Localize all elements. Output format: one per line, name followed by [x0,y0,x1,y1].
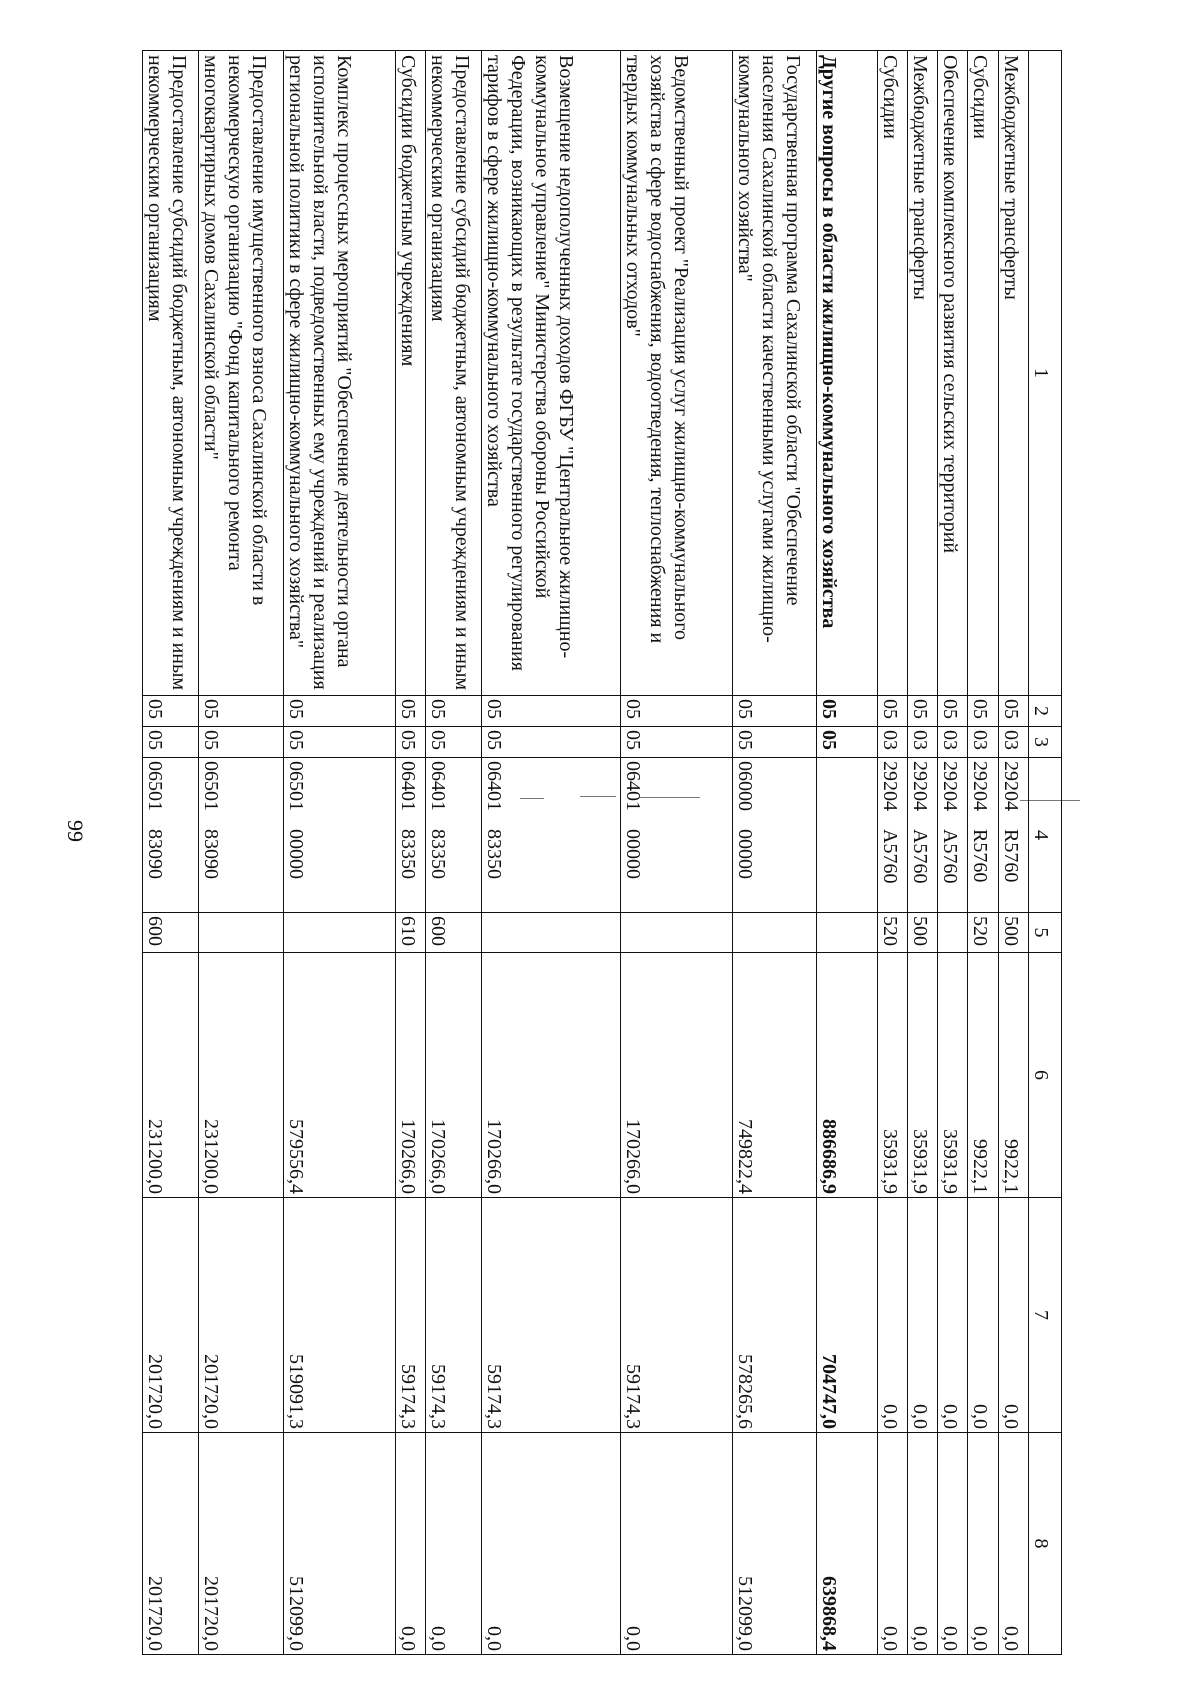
row-subsection-code: 05 [395,727,425,758]
page-number: 99 [63,820,88,842]
row-amount-col8: 0,0 [620,1433,732,1655]
table-row [283,51,395,1655]
row-amount-col7: 59174,3 [620,1198,732,1433]
row-amount-col6: 231200,0 [143,953,199,1198]
row-amount-col7: 59174,3 [482,1198,620,1433]
column-header-3: 3 [1029,727,1062,758]
row-name: Субсидии [877,51,907,696]
row-name: Межбюджетные трансферты [998,51,1028,696]
row-section-code: 05 [732,696,816,727]
row-expense-type [620,913,732,953]
row-subsection-code: 03 [877,727,907,758]
row-target-article [482,758,620,913]
row-name: Межбюджетные трансферты [908,51,938,696]
row-section-code: 05 [482,696,620,727]
row-name: Предоставление субсидий бюджетным, автономным учреждениям и иным некоммерческим организациям [143,51,199,696]
row-program-code: 29204 [878,761,901,811]
column-header-2: 2 [1029,696,1062,727]
row-program-code: 06401 [483,761,506,811]
row-amount-col8: 0,0 [998,1433,1028,1655]
row-target-article [968,758,998,913]
row-expense-type [732,913,816,953]
row-amount-col7: 0,0 [998,1198,1028,1433]
row-section-code: 05 [426,696,482,727]
row-subsection-code: 05 [817,727,878,758]
row-program-code: 06501 [200,761,223,811]
row-expense-type: 600 [426,913,482,953]
row-section-code: 05 [877,696,907,727]
row-name: Субсидии бюджетным учреждениям [395,51,425,696]
row-section-code: 05 [998,696,1028,727]
row-target-article [732,758,816,913]
row-amount-col6: 35931,9 [877,953,907,1198]
row-section-code: 05 [143,696,199,727]
row-amount-col8: 639868,4 [817,1433,878,1655]
row-name: Комплекс процессных мероприятий "Обеспечение деятельности органа исполнительной власти, подведомственных ему учреждений и реализация региональной политики в сфере жилищно-коммунального хозяйства" [283,51,395,696]
column-header-6: 6 [1029,953,1062,1198]
row-subsection-code: 05 [732,727,816,758]
row-section-code: 05 [968,696,998,727]
row-expense-type [199,913,283,953]
row-expense-type [817,913,878,953]
row-expense-type [283,913,395,953]
row-target-article [199,758,283,913]
row-amount-col6: 170266,0 [482,953,620,1198]
row-direction-code: 83090 [144,829,166,879]
row-amount-col6: 35931,9 [938,953,968,1198]
row-subsection-code: 05 [143,727,199,758]
row-amount-col7: 59174,3 [395,1198,425,1433]
table-row [817,51,878,1655]
table-row [908,51,938,1655]
row-program-code: 06401 [396,761,419,811]
table-body [143,51,1029,1655]
row-name: Предоставление субсидий бюджетным, автономным учреждениям и иным некоммерческим организациям [426,51,482,696]
budget-table-wrapper [142,50,1062,1654]
table-row [877,51,907,1655]
row-direction-code: A5760 [878,829,901,884]
row-amount-col7: 59174,3 [426,1198,482,1433]
row-subsection-code: 05 [426,727,482,758]
row-amount-col6: 9922,1 [968,953,998,1198]
row-section-code: 05 [817,696,878,727]
row-program-code: 06501 [144,761,166,811]
row-section-code: 05 [283,696,395,727]
row-expense-type: 610 [395,913,425,953]
row-subsection-code: 03 [908,727,938,758]
row-target-article [395,758,425,913]
row-amount-col8: 201720,0 [143,1433,199,1655]
row-target-article [283,758,395,913]
row-direction-code: 00000 [733,829,756,879]
row-expense-type: 520 [877,913,907,953]
row-amount-col7: 201720,0 [199,1198,283,1433]
table-row [143,51,199,1655]
row-amount-col8: 512099,0 [283,1433,395,1655]
row-direction-code: A5760 [909,829,931,884]
row-target-article [817,758,878,913]
row-amount-col8: 0,0 [482,1433,620,1655]
row-amount-col8: 512099,0 [732,1433,816,1655]
row-amount-col6: 9922,1 [998,953,1028,1198]
row-target-article [620,758,732,913]
row-amount-col8: 0,0 [877,1433,907,1655]
row-expense-type: 520 [968,913,998,953]
row-amount-col7: 519091,3 [283,1198,395,1433]
row-program-code: 06401 [427,761,450,811]
row-name: Возмещение недополученных доходов ФГБУ "Центральное жилищно-коммунальное управление" Министерства обороны Российской Федерации, возникающих в результате государственного регулирования тарифов в сфере жилищно-коммунального хозяйства [482,51,620,696]
row-section-code: 05 [395,696,425,727]
row-amount-col8: 0,0 [908,1433,938,1655]
table-row [199,51,283,1655]
table-row [732,51,816,1655]
table-row [968,51,998,1655]
row-direction-code: R5760 [969,829,992,883]
row-amount-col7: 578265,6 [732,1198,816,1433]
row-amount-col8: 0,0 [426,1433,482,1655]
row-amount-col6: 170266,0 [426,953,482,1198]
row-program-code: 06000 [733,761,756,811]
row-section-code: 05 [620,696,732,727]
row-program-code: 29204 [999,761,1022,811]
row-amount-col6: 579556,4 [283,953,395,1198]
row-expense-type: 600 [143,913,199,953]
row-name: Другие вопросы в области жилищно-коммунального хозяйства [817,51,878,696]
row-direction-code: 00000 [284,829,307,879]
row-section-code: 05 [199,696,283,727]
column-header-1: 1 [1029,51,1062,696]
row-direction-code: 83350 [427,829,450,879]
row-name: Государственная программа Сахалинской области "Обеспечение населения Сахалинской области качественными услугами жилищно-коммунального хозяйства" [732,51,816,696]
row-target-article [908,758,938,913]
row-program-code: 06401 [621,761,644,811]
row-name: Ведомственный проект "Реализация услуг жилищно-коммунального хозяйства в сфере водоснабжения, водоотведения, теплоснабжения и твердых коммунальных отходов" [620,51,732,696]
row-expense-type [938,913,968,953]
row-direction-code: R5760 [999,829,1022,883]
row-subsection-code: 05 [620,727,732,758]
table-row [998,51,1028,1655]
row-name: Предоставление имущественного взноса Сахалинской области в некоммерческую организацию "Фонд капитального ремонта многоквартирных домов Сахалинской области" [199,51,283,696]
row-direction-code: 00000 [621,829,644,879]
row-target-article [877,758,907,913]
row-direction-code: A5760 [939,829,962,884]
table-row [426,51,482,1655]
row-name: Субсидии [968,51,998,696]
row-amount-col7: 0,0 [968,1198,998,1433]
row-amount-col7: 201720,0 [143,1198,199,1433]
row-amount-col7: 0,0 [877,1198,907,1433]
column-header-4: 4 [1029,758,1062,913]
row-amount-col8: 0,0 [968,1433,998,1655]
column-header-5: 5 [1029,913,1062,953]
row-amount-col7: 0,0 [908,1198,938,1433]
row-target-article [143,758,199,913]
table-row [482,51,620,1655]
row-expense-type [482,913,620,953]
row-subsection-code: 03 [998,727,1028,758]
row-amount-col6: 749822,4 [732,953,816,1198]
row-section-code: 05 [908,696,938,727]
row-amount-col7: 704747,0 [817,1198,878,1433]
table-row [620,51,732,1655]
row-program-code: 29204 [909,761,931,811]
row-amount-col6: 170266,0 [620,953,732,1198]
row-direction-code: 83350 [483,829,506,879]
row-target-article [998,758,1028,913]
table-row [938,51,968,1655]
row-amount-col7: 0,0 [938,1198,968,1433]
row-name: Обеспечение комплексного развития сельских территорий [938,51,968,696]
column-header-8: 8 [1029,1433,1062,1655]
row-expense-type: 500 [998,913,1028,953]
row-subsection-code: 05 [482,727,620,758]
row-subsection-code: 05 [199,727,283,758]
row-target-article [426,758,482,913]
row-direction-code: 83350 [396,829,419,879]
row-amount-col6: 35931,9 [908,953,938,1198]
budget-table [142,50,1062,1655]
row-amount-col8: 201720,0 [199,1433,283,1655]
row-amount-col8: 0,0 [938,1433,968,1655]
row-section-code: 05 [938,696,968,727]
column-header-7: 7 [1029,1198,1062,1433]
row-subsection-code: 03 [938,727,968,758]
table-header-row [1029,51,1062,1655]
row-subsection-code: 05 [283,727,395,758]
row-program-code: 29204 [969,761,992,811]
row-program-code: 06501 [284,761,307,811]
row-amount-col6: 886686,9 [817,953,878,1198]
row-subsection-code: 03 [968,727,998,758]
row-target-article [938,758,968,913]
row-program-code: 29204 [939,761,962,811]
row-expense-type: 500 [908,913,938,953]
table-row [395,51,425,1655]
row-direction-code: 83090 [200,829,223,879]
row-amount-col8: 0,0 [395,1433,425,1655]
row-amount-col6: 231200,0 [199,953,283,1198]
row-amount-col6: 170266,0 [395,953,425,1198]
